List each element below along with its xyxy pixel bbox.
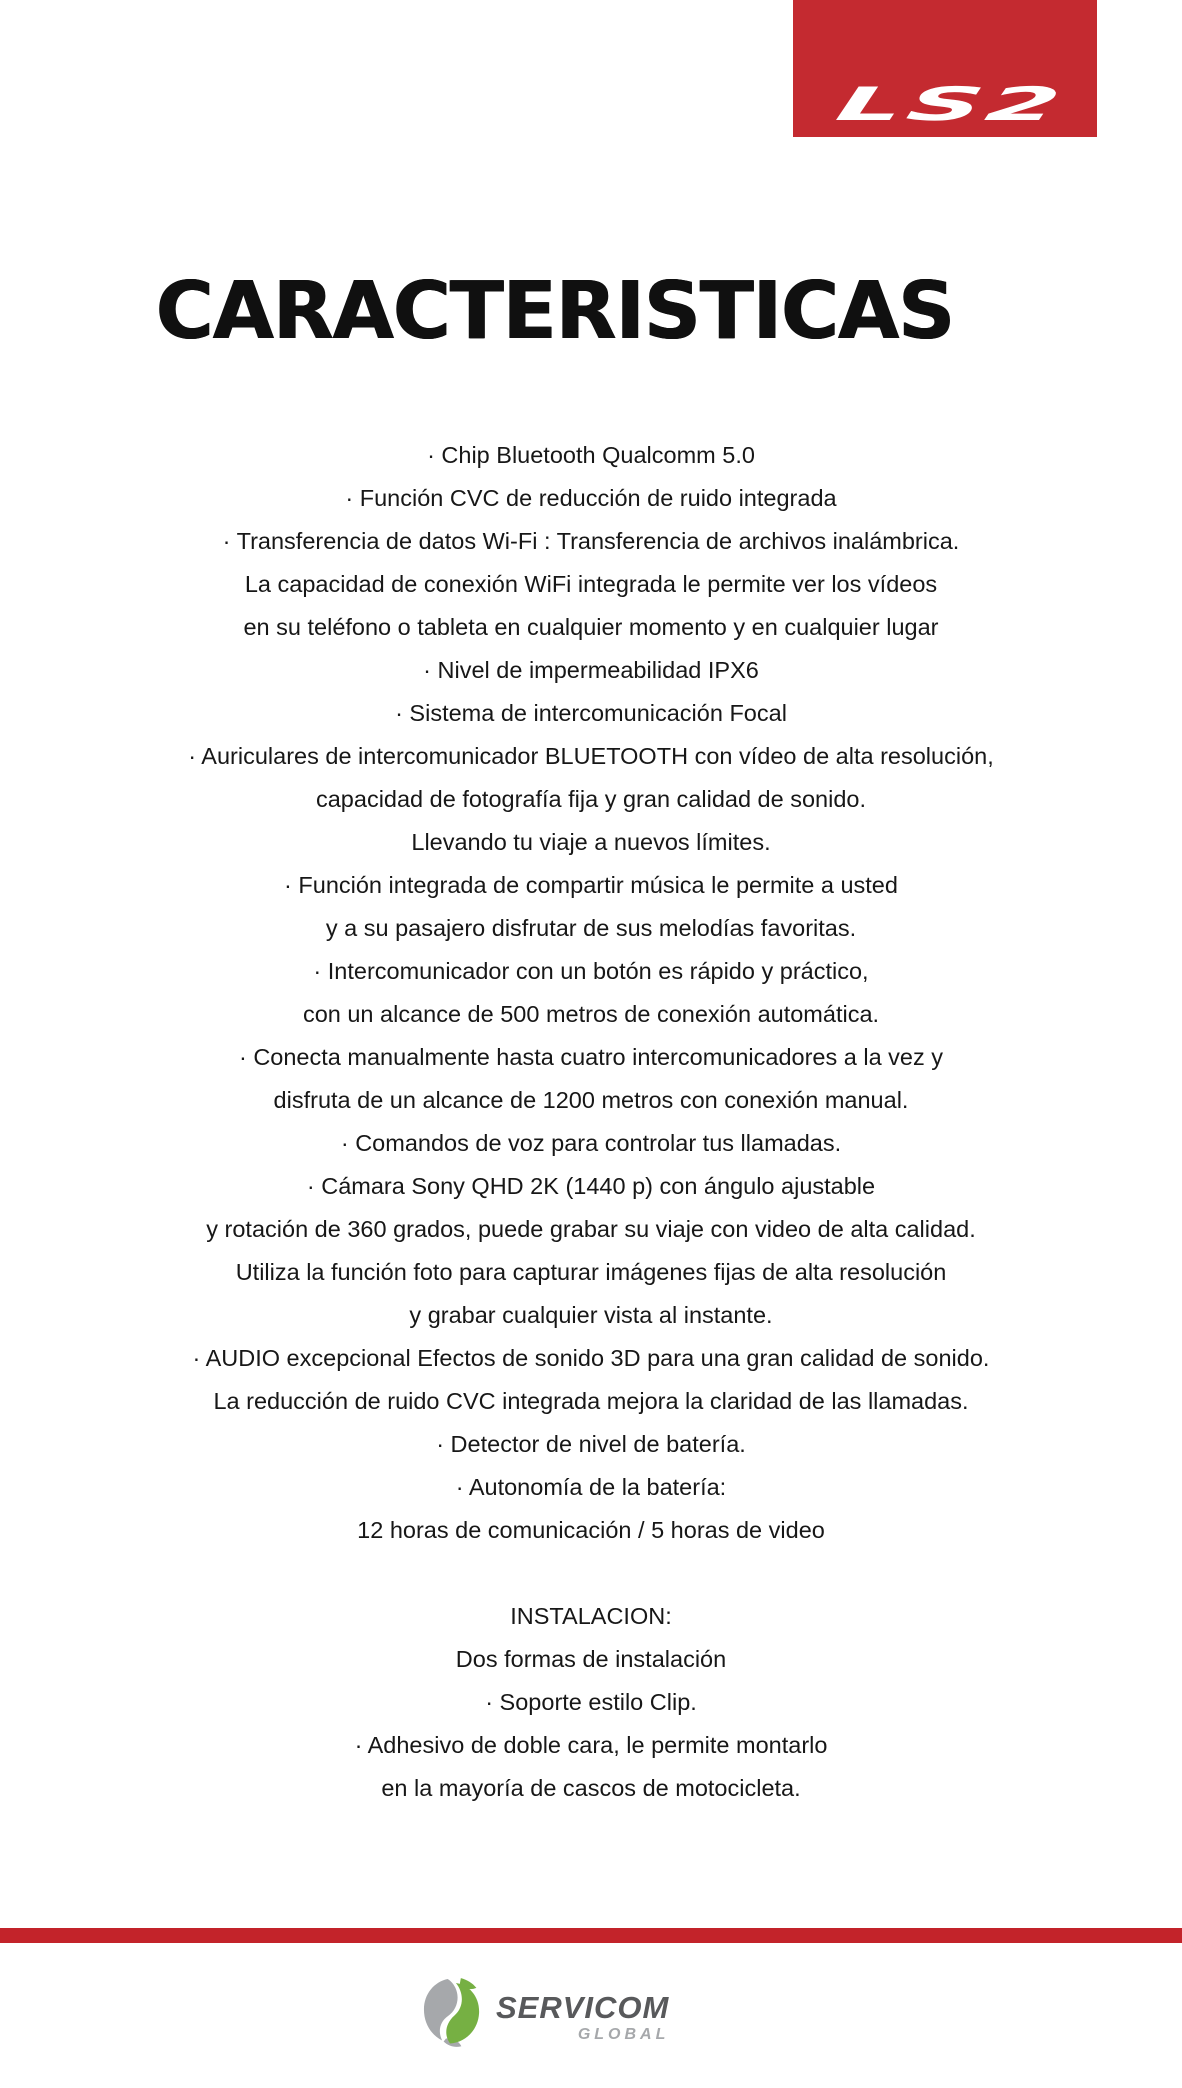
feature-line: en su teléfono o tableta en cualquier momento y en cualquier lugar — [243, 614, 939, 640]
feature-line: capacidad de fotografía fija y gran calidad de sonido. — [315, 786, 866, 812]
feature-line: · Cámara Sony QHD 2K (1440 p) con ángulo ajustable — [306, 1173, 876, 1199]
divider-bar — [0, 1928, 1182, 1943]
feature-line: · Función CVC de reducción de ruido integrada — [345, 485, 837, 511]
servicom-logo-text — [496, 1992, 669, 2043]
feature-line: · Transferencia de datos Wi-Fi : Transferencia de archivos inalámbrica. — [222, 528, 960, 554]
ls2-logo — [793, 0, 1097, 137]
feature-line: y grabar cualquier vista al instante. — [409, 1302, 773, 1328]
feature-line: · Auriculares de intercomunicador BLUETOOTH con vídeo de alta resolución, — [188, 743, 994, 769]
feature-line: · AUDIO excepcional Efectos de sonido 3D para una gran calidad de sonido. — [192, 1345, 990, 1371]
feature-line: · Detector de nivel de batería. — [436, 1431, 746, 1457]
installation-list — [0, 1638, 1182, 1810]
feature-line: disfruta de un alcance de 1200 metros con conexión manual. — [273, 1087, 909, 1113]
feature-line: · Conecta manualmente hasta cuatro intercomunicadores a la vez y — [238, 1044, 944, 1070]
feature-line: · Autonomía de la batería: — [455, 1474, 727, 1500]
feature-line: La reducción de ruido CVC integrada mejora la claridad de las llamadas. — [213, 1388, 969, 1414]
feature-line: y a su pasajero disfrutar de sus melodías favoritas. — [325, 915, 857, 941]
feature-line: · Función integrada de compartir música le permite a usted — [284, 872, 898, 898]
installation-line: · Soporte estilo Clip. — [485, 1689, 697, 1715]
feature-line: Llevando tu viaje a nuevos límites. — [411, 829, 771, 855]
installation-line: Dos formas de instalación — [455, 1646, 727, 1672]
installation-heading: INSTALACION: — [510, 1603, 672, 1629]
servicom-wordmark: SERVICOM — [496, 1990, 670, 2025]
servicom-swirl-icon — [421, 1977, 482, 2048]
feature-line: con un alcance de 500 metros de conexión automática. — [302, 1001, 880, 1027]
feature-line: · Sistema de intercomunicación Focal — [395, 700, 787, 726]
ls2-logo-text: LS2 — [831, 77, 1070, 131]
features-list — [0, 434, 1182, 1552]
feature-line: La capacidad de conexión WiFi integrada le permite ver los vídeos — [244, 571, 938, 597]
feature-line: · Chip Bluetooth Qualcomm 5.0 — [427, 442, 755, 468]
page-title: CARACTERISTICAS — [155, 265, 955, 357]
servicom-logo — [421, 1977, 669, 2048]
feature-line: y rotación de 360 grados, puede grabar su viaje con video de alta calidad. — [206, 1216, 976, 1242]
feature-line: 12 horas de comunicación / 5 horas de video — [357, 1517, 825, 1543]
installation-line: en la mayoría de cascos de motocicleta. — [381, 1775, 801, 1801]
feature-line: Utiliza la función foto para capturar imágenes fijas de alta resolución — [235, 1259, 947, 1285]
feature-line: · Nivel de impermeabilidad IPX6 — [423, 657, 759, 683]
servicom-global-label: GLOBAL — [577, 2026, 670, 2043]
feature-line: · Intercomunicador con un botón es rápido y práctico, — [313, 958, 869, 984]
installation-section — [0, 1595, 1182, 1810]
feature-line: · Comandos de voz para controlar tus llamadas. — [340, 1130, 842, 1156]
installation-line: · Adhesivo de doble cara, le permite montarlo — [354, 1732, 828, 1758]
